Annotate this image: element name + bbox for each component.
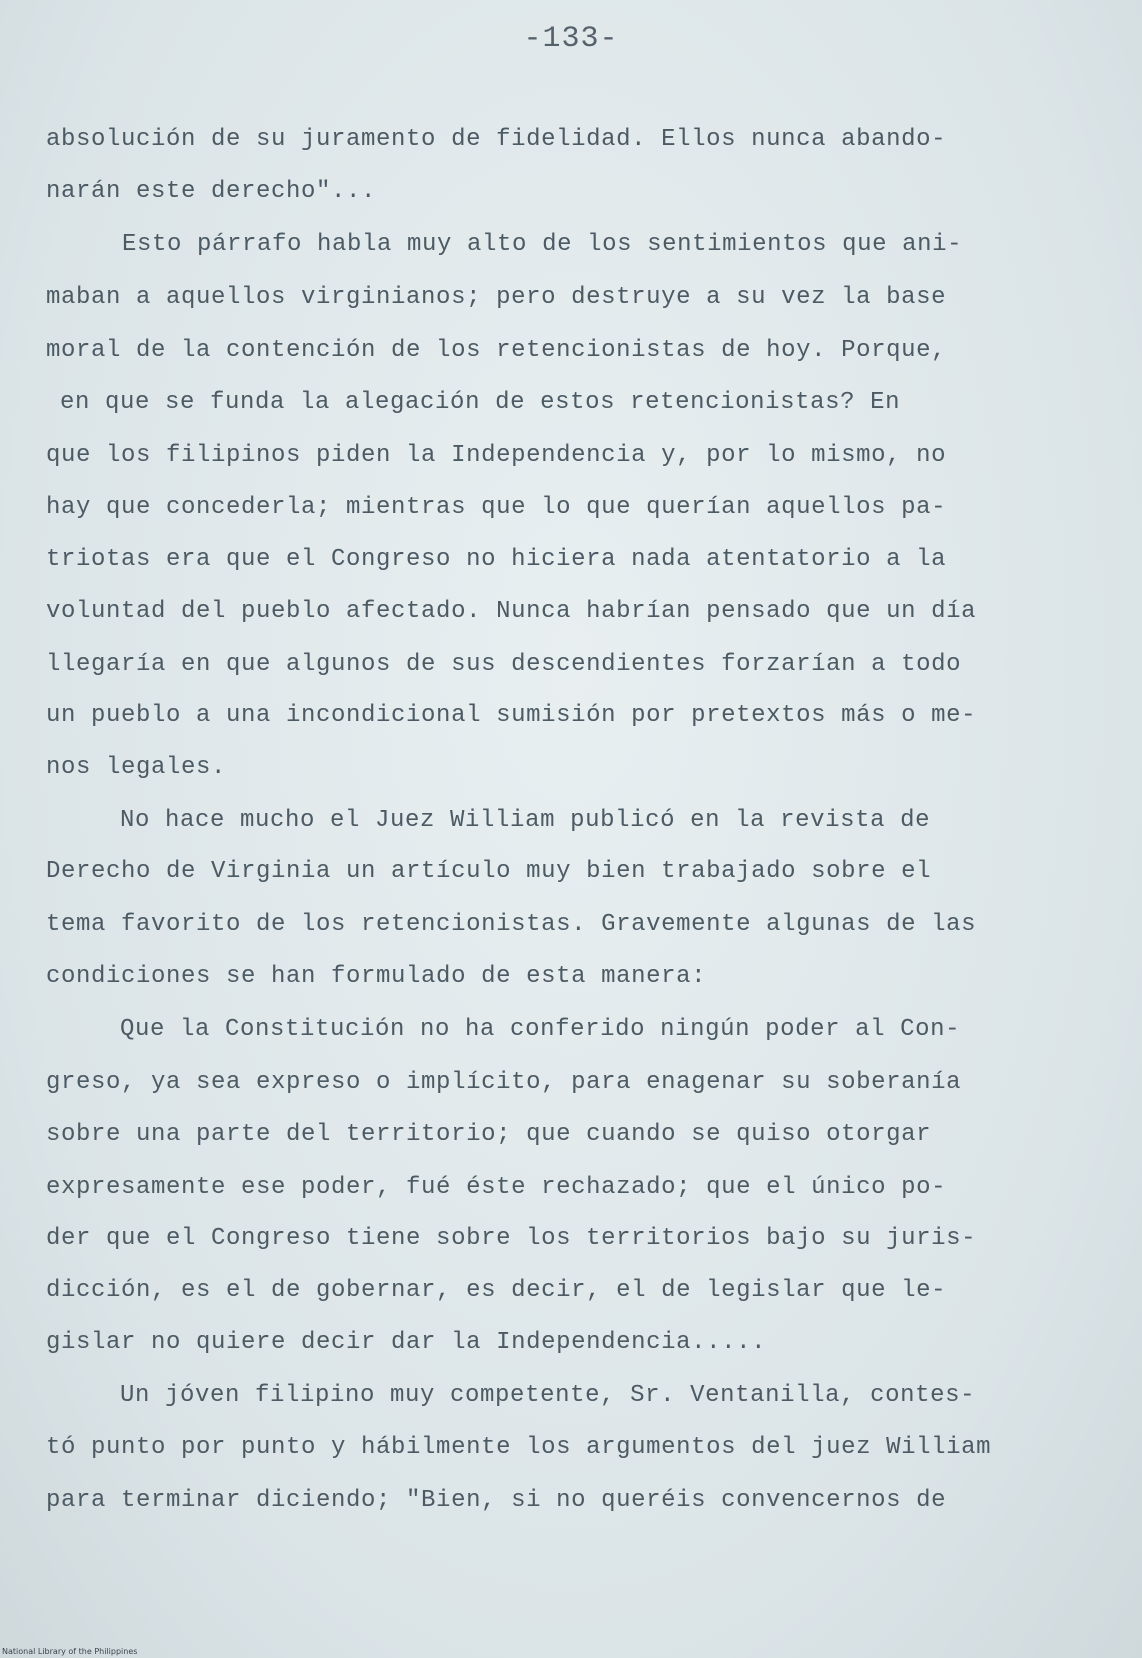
text-line: Que la Constitución no ha conferido ningún poder al Con-	[120, 1016, 961, 1043]
text-line: condiciones se han formulado de esta manera:	[46, 963, 707, 990]
text-line: No hace mucho el Juez William publicó en la revista de	[120, 807, 931, 834]
text-line: en que se funda la alegación de estos retencionistas? En	[60, 389, 901, 416]
text-line: que los filipinos piden la Independencia y, por lo mismo, no	[46, 442, 947, 469]
text-line: Un jóven filipino muy competente, Sr. Ventanilla, contes-	[120, 1382, 976, 1409]
text-line: narán este derecho"...	[46, 178, 377, 205]
text-line: hay que concederla; mientras que lo que querían aquellos pa-	[46, 494, 947, 521]
text-line: para terminar diciendo; "Bien, si no queréis convencernos de	[46, 1487, 947, 1514]
text-line: greso, ya sea expreso o implícito, para enagenar su soberanía	[46, 1069, 962, 1096]
text-line: moral de la contención de los retencionistas de hoy. Porque,	[46, 337, 947, 364]
page-number: -133-	[523, 22, 619, 56]
text-line: Esto párrafo habla muy alto de los sentimientos que ani-	[122, 231, 963, 258]
archive-credit: National Library of the Philippines	[2, 1647, 138, 1656]
text-line: der que el Congreso tiene sobre los territorios bajo su juris-	[46, 1225, 977, 1252]
text-line: triotas era que el Congreso no hiciera nada atentatorio a la	[46, 546, 947, 573]
text-line: llegaría en que algunos de sus descendientes forzarían a todo	[46, 651, 962, 678]
text-line: gislar no quiere decir dar la Independencia.....	[46, 1329, 767, 1356]
text-line: expresamente ese poder, fué éste rechazado; que el único po-	[46, 1174, 947, 1201]
text-line: voluntad del pueblo afectado. Nunca habrían pensado que un día	[46, 598, 977, 625]
text-line: sobre una parte del territorio; que cuando se quiso otorgar	[46, 1121, 932, 1148]
text-line: Derecho de Virginia un artículo muy bien trabajado sobre el	[46, 858, 932, 885]
text-line: maban a aquellos virginianos; pero destruye a su vez la base	[46, 284, 947, 311]
text-line: absolución de su juramento de fidelidad. Ellos nunca abando-	[46, 126, 947, 153]
text-line: dicción, es el de gobernar, es decir, el de legislar que le-	[46, 1277, 947, 1304]
text-line: tó punto por punto y hábilmente los argumentos del juez William	[46, 1434, 992, 1461]
text-line: un pueblo a una incondicional sumisión por pretextos más o me-	[46, 702, 977, 729]
text-line: nos legales.	[46, 754, 227, 781]
text-line: tema favorito de los retencionistas. Gravemente algunas de las	[46, 911, 977, 938]
